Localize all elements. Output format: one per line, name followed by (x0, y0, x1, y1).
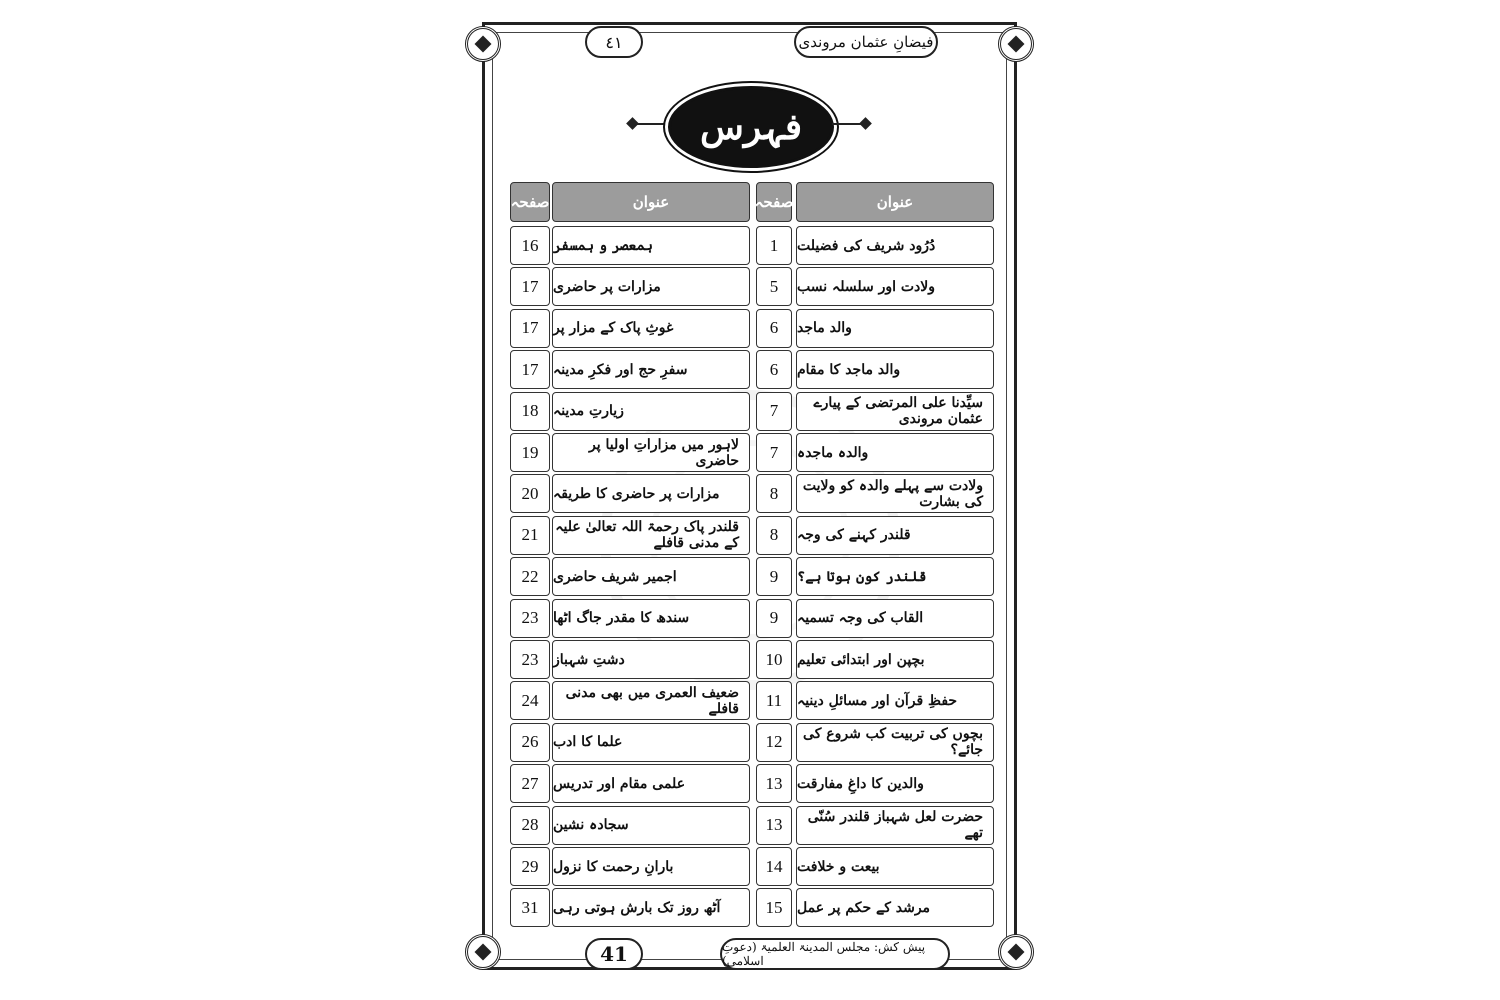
toc-page-right: 11 (756, 681, 792, 720)
toc-title-right: قلندر کہنے کی وجہ (796, 516, 994, 555)
corner-ornament-bottom-left (465, 934, 501, 970)
toc-title-right: والد ماجد کا مقام (796, 350, 994, 389)
toc-page-left: 20 (510, 474, 550, 513)
toc-page-right: 9 (756, 557, 792, 596)
toc-title-right: ولادت سے پہلے والدہ کو ولایت کی بشارت (796, 474, 994, 513)
toc-page-right: 6 (756, 350, 792, 389)
toc-page-right: 8 (756, 474, 792, 513)
toc-title-right: حضرت لعل شہباز قلندر سُنّی تھے (796, 806, 994, 845)
corner-ornament-top-right (998, 26, 1034, 62)
toc-page-left: 26 (510, 723, 550, 762)
toc-title-left: قلندر پاک رحمۃ اللہ تعالیٰ علیہ کے مدنی قافلے (552, 516, 750, 555)
header-page-right: صفحہ (756, 182, 792, 222)
header-title-left: عنوان (552, 182, 750, 222)
toc-title-left: سجادہ نشین (552, 806, 750, 845)
toc-title-right: بچوں کی تربیت کب شروع کی جائے؟ (796, 723, 994, 762)
toc-title-left: لاہور میں مزاراتِ اولیا پر حاضری (552, 433, 750, 472)
toc-page-right: 7 (756, 433, 792, 472)
toc-page-left: 23 (510, 599, 550, 638)
toc-page-left: 29 (510, 847, 550, 886)
corner-ornament-top-left (465, 26, 501, 62)
toc-page-left: 17 (510, 350, 550, 389)
toc-title-right: بچپن اور ابتدائی تعلیم (796, 640, 994, 679)
toc-page-right: 6 (756, 309, 792, 348)
footer-credit: پیش کش: مجلس المدینۃ العلمیۃ (دعوتِ اسلامی) (720, 938, 950, 970)
toc-page-right: 10 (756, 640, 792, 679)
header-title-right: عنوان (796, 182, 994, 222)
toc-page-left: 28 (510, 806, 550, 845)
toc-title-left: مزارات پر حاضری (552, 267, 750, 306)
header-page-left: صفحہ (510, 182, 550, 222)
toc-page-right: 1 (756, 226, 792, 265)
toc-title-right: حفظِ قرآن اور مسائلِ دینیہ (796, 681, 994, 720)
corner-ornament-bottom-right (998, 934, 1034, 970)
toc-page-left: 24 (510, 681, 550, 720)
toc-title-left: ہمعصر و ہمسفر (552, 226, 750, 265)
toc-page-right: 12 (756, 723, 792, 762)
toc-title-left: غوثِ پاک کے مزار پر (552, 309, 750, 348)
toc-title-left: مزارات پر حاضری کا طریقہ (552, 474, 750, 513)
toc-title-left: آٹھ روز تک بارش ہوتی رہی (552, 888, 750, 927)
toc-title-left: ضعیف العمری میں بھی مدنی قافلے (552, 681, 750, 720)
toc-title-left: سفرِ حج اور فکرِ مدینہ (552, 350, 750, 389)
title-flourish-left (628, 121, 666, 127)
footer-page-number: 41 (585, 938, 643, 970)
toc-title-right: ولادت اور سلسلہ نسب (796, 267, 994, 306)
toc-page-right: 8 (756, 516, 792, 555)
toc-title-left: دشتِ شہباز (552, 640, 750, 679)
toc-page-right: 13 (756, 764, 792, 803)
toc-page-left: 23 (510, 640, 550, 679)
toc-title-left: بارانِ رحمت کا نزول (552, 847, 750, 886)
toc-title-left: علما کا ادب (552, 723, 750, 762)
toc-title-right: سیِّدنا علی المرتضی کے پیارے عثمان مروندی (796, 392, 994, 431)
toc-title-right: والد ماجد (796, 309, 994, 348)
toc-page-left: 31 (510, 888, 550, 927)
toc-page-left: 18 (510, 392, 550, 431)
header-page-label: ٤١ (585, 26, 643, 58)
toc-page-left: 21 (510, 516, 550, 555)
toc-title-left: علمی مقام اور تدریس (552, 764, 750, 803)
index-title: فہرس (668, 86, 834, 168)
title-flourish-right (832, 121, 870, 127)
toc-page-left: 19 (510, 433, 550, 472)
toc-page-left: 17 (510, 309, 550, 348)
toc-page-right: 14 (756, 847, 792, 886)
toc-title-right: والدہ ماجدہ (796, 433, 994, 472)
toc-title-left: زیارتِ مدینہ (552, 392, 750, 431)
toc-page-left: 22 (510, 557, 550, 596)
toc-page-right: 13 (756, 806, 792, 845)
toc-page-right: 9 (756, 599, 792, 638)
toc-title-left: اجمیر شریف حاضری (552, 557, 750, 596)
toc-title-right: قلندر کون ہوتا ہے؟ (796, 557, 994, 596)
toc-page-left: 17 (510, 267, 550, 306)
toc-title-right: القاب کی وجہ تسمیہ (796, 599, 994, 638)
toc-title-right: مرشد کے حکم پر عمل (796, 888, 994, 927)
toc-page-right: 15 (756, 888, 792, 927)
toc-title-right: والدین کا داغِ مفارقت (796, 764, 994, 803)
toc-title-right: بیعت و خلافت (796, 847, 994, 886)
toc-page-left: 27 (510, 764, 550, 803)
toc-page-right: 5 (756, 267, 792, 306)
toc-title-right: دُرُود شریف کی فضیلت (796, 226, 994, 265)
toc-page-right: 7 (756, 392, 792, 431)
toc-page-left: 16 (510, 226, 550, 265)
header-book-title: فیضانِ عثمان مروندی (794, 26, 938, 58)
toc-title-left: سندھ کا مقدر جاگ اٹھا (552, 599, 750, 638)
